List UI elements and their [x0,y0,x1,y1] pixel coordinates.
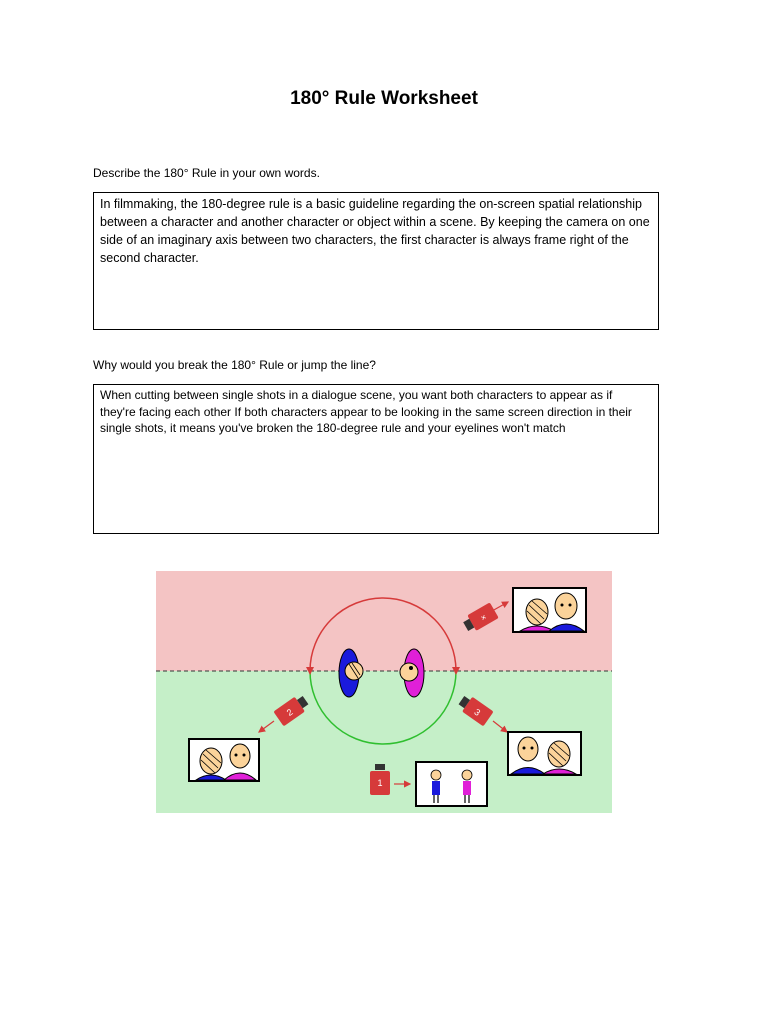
question-1-answer: In filmmaking, the 180-degree rule is a basic guideline regarding the on-screen spatial relationship between a character and another character or object within a scene. By keeping the camera on one side of an imaginary axis between two characters, the first character is always frame right of the second character. [100,197,650,265]
question-1-prompt: Describe the 180° Rule in your own words. [93,166,320,180]
camera-1-label: 1 [377,778,383,788]
question-2-prompt: Why would you break the 180° Rule or jump the line? [93,358,376,372]
camera-3-label: 3 [472,706,483,718]
camera-x-label: × [478,611,489,624]
camera-2-label: 2 [284,706,295,718]
question-2-answer-box[interactable] [93,384,659,534]
worksheet-title: 180° Rule Worksheet [290,88,478,109]
frame-camera-1-wide-shot [416,762,487,806]
diagram-svg [156,571,612,813]
frame-wrong-shot [513,588,586,632]
question-2-answer: When cutting between single shots in a dialogue scene, you want both characters to appear as if they're facing each other If both characters appear to be looking in the same screen direction in their single shots, it means you've broken the 180-degree rule and your eyelines won't match [100,388,632,435]
question-1-answer-box[interactable] [93,192,659,330]
180-rule-diagram [156,571,612,813]
frame-camera-2-shot [189,739,259,781]
frame-camera-3-shot [508,732,581,775]
